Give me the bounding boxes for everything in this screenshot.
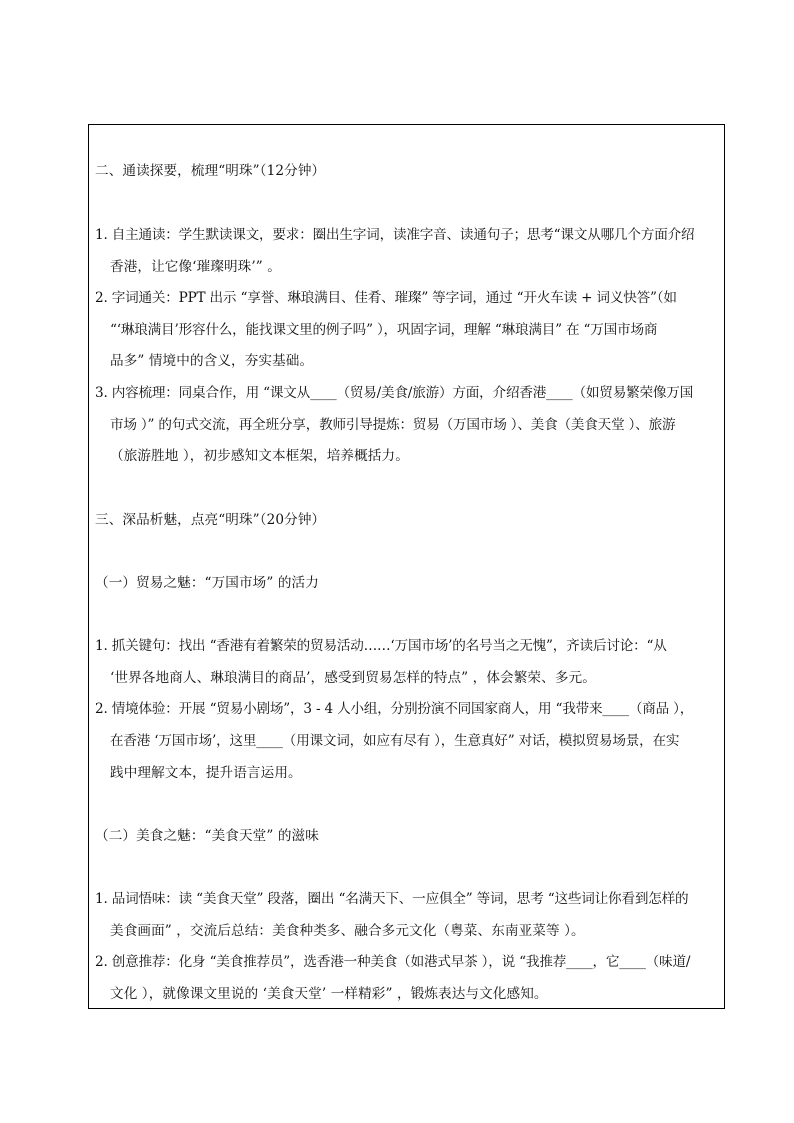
trade-step-1-line-2: ‘世界各地商人、琳琅满目的商品’，感受到贸易怎样的特点” ，体会繁荣、多元。 — [110, 670, 596, 686]
trade-step-2-line-2: 在香港 ‘万国市场’，这里____（用课文词，如应有尽有 ），生意真好” 对话，模拟贸易场景，在实 — [110, 733, 680, 749]
step-2-line-1: 2. 字词通关：PPT 出示 “享誉、琳琅满目、佳肴、璀璨” 等字词，通过 “开火车读 + 词义快答”（如 — [95, 290, 677, 306]
food-step-1-line-2: 美食画面” ，交流后总结：美食种类多、融合多元文化（粤菜、东南亚菜等 ）。 — [110, 923, 585, 939]
trade-step-2-line-1: 2. 情境体验：开展 “贸易小剧场”，3 - 4 人小组，分别扮演不同国家商人，用 “我带来____（商品 ）， — [95, 701, 694, 717]
step-2-line-2: “‘琳琅满目’形容什么，能找课文里的例子吗” ），巩固字词，理解 “琳琅满目” 在 “万国市场商 — [110, 322, 658, 338]
food-step-2-line-1: 2. 创意推荐：化身 “美食推荐员”，选香港一种美食（如港式早茶 ），说 “我推荐____，它____（味道/ — [95, 954, 691, 970]
step-2-line-3: 品多” 情境中的含义，夯实基础。 — [110, 353, 314, 369]
section-two-heading: 二、通读探要，梳理“明珠”（12分钟） — [95, 163, 326, 179]
step-3-line-2: 市场 ）” 的句式交流，再全班分享，教师引导提炼：贸易（万国市场 ）、美食（美食天堂 ）、旅游 — [110, 417, 676, 433]
trade-step-1-line-1: 1. 抓关键句：找出 “香港有着繁荣的贸易活动……‘万国市场’的名号当之无愧”，齐读后讨论：“从 — [95, 638, 667, 654]
step-3-line-3: （旅游胜地 ），初步感知文本框架，培养概括力。 — [110, 448, 409, 464]
trade-step-2-line-3: 践中理解文本，提升语言运用。 — [110, 765, 302, 781]
step-3-line-1: 3. 内容梳理：同桌合作，用 “课文从____（贸易/美食/旅游）方面，介绍香港____（如贸易繁荣像万国 — [95, 385, 694, 401]
food-step-1-line-1: 1. 品词悟味：读 “美食天堂” 段落，圈出 “名满天下、一应俱全” 等词，思考 “这些词让你看到怎样的 — [95, 891, 689, 907]
lesson-plan-frame — [88, 124, 725, 1009]
step-1-line-2: 香港，让它像‘璀璨明珠’” 。 — [110, 259, 281, 275]
subsection-trade-heading: （一）贸易之魅：“万国市场” 的活力 — [95, 575, 319, 591]
subsection-food-heading: （二）美食之魅：“美食天堂” 的滋味 — [95, 828, 319, 844]
step-1-line-1: 1. 自主通读：学生默读课文，要求：圈出生字词，读准字音、读通句子；思考“课文从哪几个方面介绍 — [95, 227, 695, 243]
section-three-heading: 三、深品析魅，点亮“明珠”（20分钟） — [95, 512, 326, 528]
food-step-2-line-2: 文化 ），就像课文里说的 ‘美食天堂’ 一样精彩” ，锻炼表达与文化感知。 — [110, 986, 548, 1002]
